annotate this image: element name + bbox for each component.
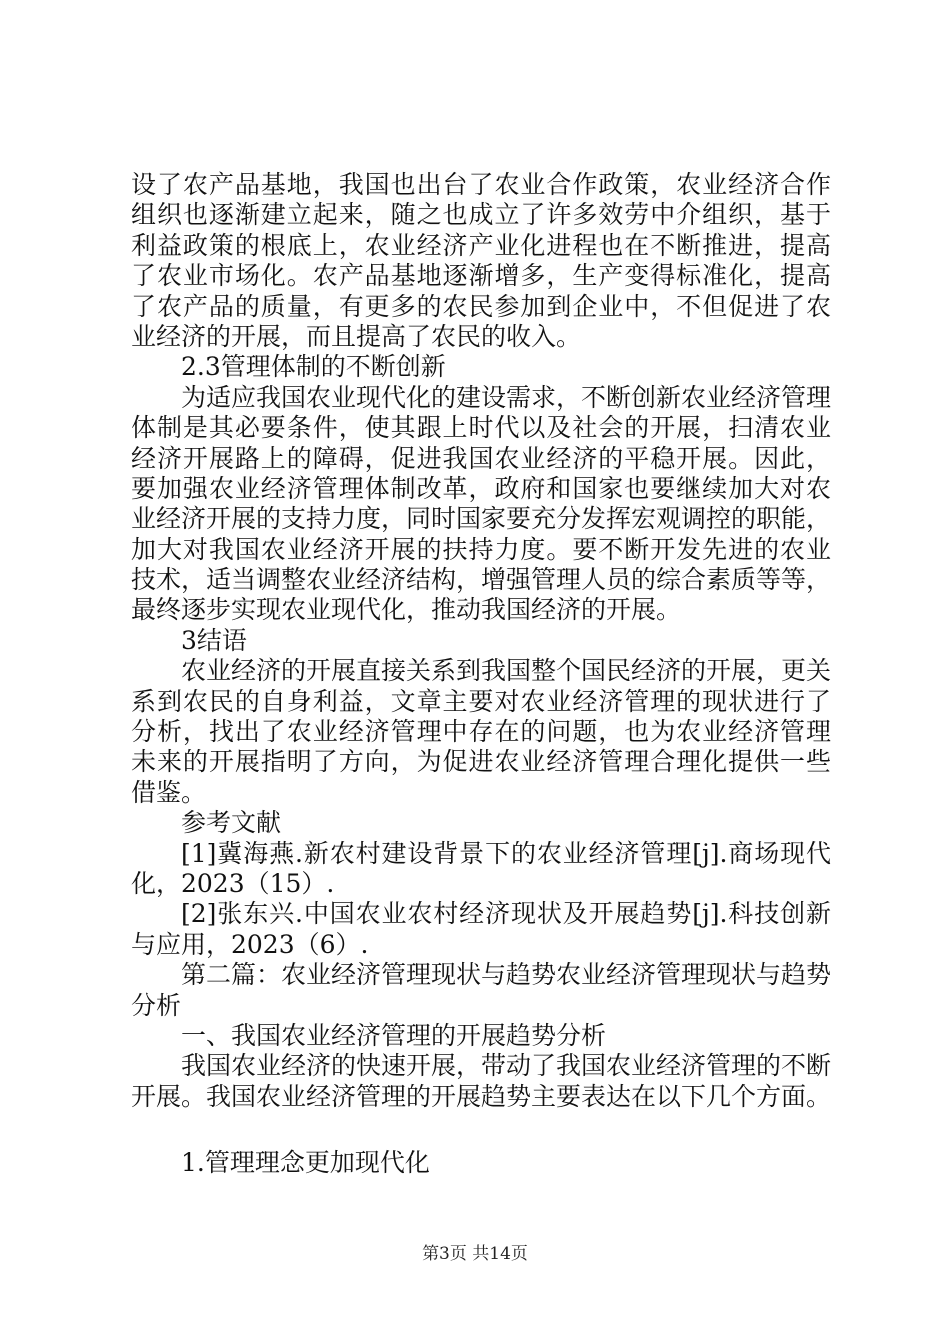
text-line: 业经济开展的支持力度，同时国家要充分发挥宏观调控的职能， — [131, 504, 832, 534]
reference-item: 化，2023（15）. — [131, 868, 335, 898]
page-footer: 第3页 共14页 — [422, 1244, 528, 1264]
text-line: 业经济的开展，而且提高了农民的收入。 — [131, 321, 582, 351]
section-heading: 一、我国农业经济管理的开展趋势分析 — [181, 1020, 607, 1050]
text-line: 为适应我国农业现代化的建设需求，不断创新农业经济管理 — [181, 382, 832, 412]
reference-item: 与应用，2023（6）. — [131, 929, 369, 959]
document-body — [131, 170, 831, 1179]
text-line: 利益政策的根底上，农业经济产业化进程也在不断推进，提高 — [131, 230, 831, 260]
text-line: 了农业市场化。农产品基地逐渐增多，生产变得标准化，提高 — [131, 261, 831, 291]
text-line: 系到农民的自身利益，文章主要对农业经济管理的现状进行了 — [131, 686, 831, 716]
text-line: 最终逐步实现农业现代化，推动我国经济的开展。 — [131, 595, 682, 625]
text-line: 要加强农业经济管理体制改革，政府和国家也要继续加大对农 — [131, 473, 831, 503]
paragraph-gap — [131, 1112, 831, 1148]
text-line: 未来的开展指明了方向，为促进农业经济管理合理化提供一些 — [131, 747, 831, 777]
text-line: 农业经济的开展直接关系到我国整个国民经济的开展，更关 — [181, 656, 832, 686]
reference-item: [1]冀海燕.新农村建设背景下的农业经济管理[j].商场现代 — [181, 838, 831, 868]
section-heading: 3结语 — [181, 625, 247, 655]
text-line: 借鉴。 — [131, 777, 207, 807]
text-line: 经济开展路上的障碍，促进我国农业经济的平稳开展。因此， — [131, 443, 831, 473]
text-line: 设了农产品基地，我国也出台了农业合作政策，农业经济合作 — [131, 170, 831, 199]
text-line: 我国农业经济的快速开展，带动了我国农业经济管理的不断 — [181, 1051, 832, 1081]
reference-item: [2]张东兴.中国农业农村经济现状及开展趋势[j].科技创新 — [181, 899, 831, 929]
section-heading: 1.管理理念更加现代化 — [181, 1148, 430, 1178]
text-line: 组织也逐渐建立起来，随之也成立了许多效劳中介组织，基于 — [131, 200, 831, 230]
chapter-title: 第二篇：农业经济管理现状与趋势农业经济管理现状与趋势 — [181, 960, 832, 990]
section-heading: 2.3管理体制的不断创新 — [181, 352, 446, 382]
text-line: 分析，找出了农业经济管理中存在的问题，也为农业经济管理 — [131, 717, 831, 747]
text-line: 了农产品的质量，有更多的农民参加到企业中，不但促进了农 — [131, 291, 831, 321]
text-line: 开展。我国农业经济管理的开展趋势主要表达在以下几个方面。 — [131, 1081, 832, 1111]
text-line: 加大对我国农业经济开展的扶持力度。要不断开发先进的农业 — [131, 534, 831, 564]
text-line: 技术，适当调整农业经济结构，增强管理人员的综合素质等等， — [131, 565, 832, 595]
section-heading: 参考文献 — [181, 808, 282, 838]
chapter-title: 分析 — [131, 990, 182, 1020]
text-line: 体制是其必要条件，使其跟上时代以及社会的开展，扫清农业 — [131, 413, 831, 443]
